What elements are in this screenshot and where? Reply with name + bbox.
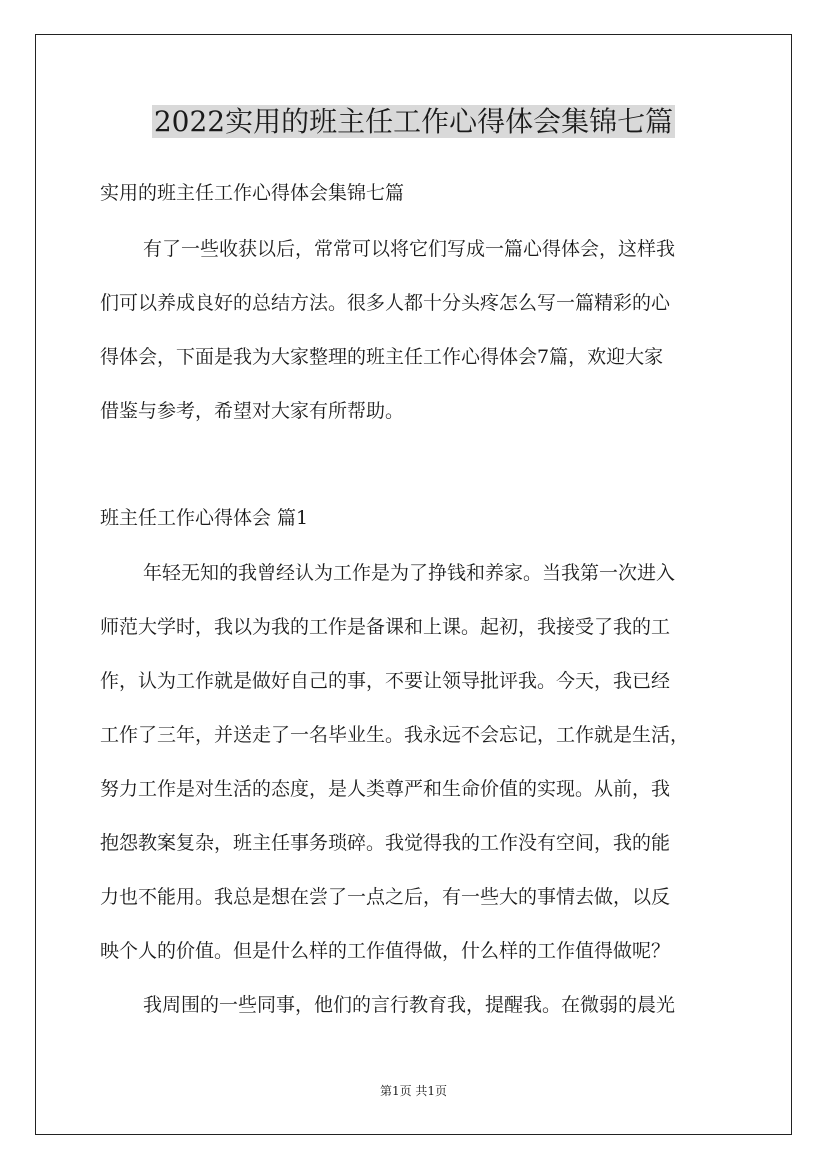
intro-line-2: 们可以养成良好的总结方法。很多人都十分头疼怎么写一篇精彩的心 <box>100 292 671 314</box>
intro-line-4: 借鉴与参考，希望对大家有所帮助。 <box>100 400 405 422</box>
section-line-3: 作，认为工作就是做好自己的事，不要让领导批评我。今天，我已经 <box>100 670 671 692</box>
section-line-6: 抱怨教案复杂，班主任事务琐碎。我觉得我的工作没有空间，我的能 <box>100 832 671 854</box>
section-line-9: 我周围的一些同事，他们的言行教育我，提醒我。在微弱的晨光 <box>143 994 676 1016</box>
section-heading: 班主任工作心得体会 篇1 <box>100 507 309 529</box>
intro-line-1: 有了一些收获以后，常常可以将它们写成一篇心得体会，这样我 <box>143 238 676 260</box>
section-line-7: 力也不能用。我总是想在尝了一点之后，有一些大的事情去做，以反 <box>100 886 671 908</box>
section-line-2: 师范大学时，我以为我的工作是备课和上课。起初，我接受了我的工 <box>100 616 671 638</box>
section-line-4: 工作了三年，并送走了一名毕业生。我永远不会忘记，工作就是生活， <box>100 724 690 746</box>
intro-line-3: 得体会，下面是我为大家整理的班主任工作心得体会7篇，欢迎大家 <box>100 346 664 368</box>
section-line-8: 映个人的价值。但是什么样的工作值得做，什么样的工作值得做呢？ <box>100 940 671 962</box>
page-footer: 第1页 共1页 <box>379 1084 448 1098</box>
document-title: 2022实用的班主任工作心得体会集锦七篇 <box>153 105 674 138</box>
section-line-5: 努力工作是对生活的态度，是人类尊严和生命价值的实现。从前，我 <box>100 778 671 800</box>
document-subtitle: 实用的班主任工作心得体会集锦七篇 <box>100 182 405 204</box>
section-line-1: 年轻无知的我曾经认为工作是为了挣钱和养家。当我第一次进入 <box>143 562 676 584</box>
